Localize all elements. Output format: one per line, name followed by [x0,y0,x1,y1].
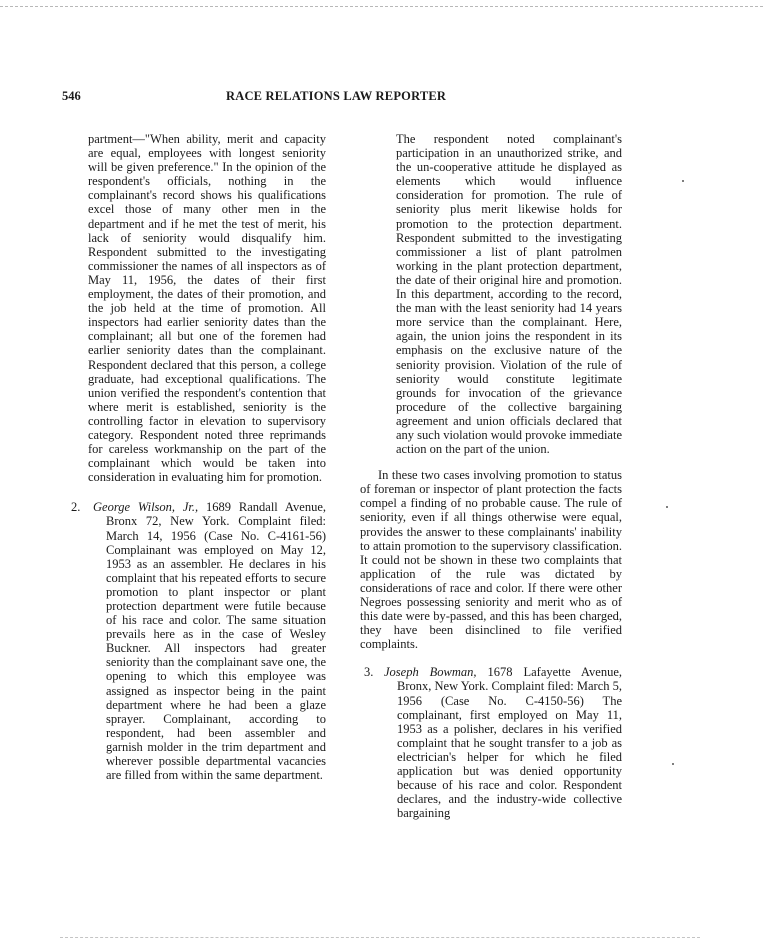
case-entry-2 [71,500,326,783]
right-continuation-paragraph: The respondent noted complainant's participation in an unauthorized strike, and the un-cooperative attitude he displayed as elements which would influence consideration for promotion. The rule of seniority plus merit likewise holds for promotion to the protection department. Respondent submitted to the investigating commissioner a list of plant patrolmen working in the plant protection department, the date of their original hire and promotion. In this department, according to the record, the man with the least seniority had 14 years more service than the complainant. Here, again, the union joins the respondent in its emphasis on the exclusive nature of the seniority provision. Violation of the rule of seniority would constitute legitimate grounds for invocation of the grievance procedure of the collective bargaining agreement and union officials declared that any such violation would provoke immediate action on the part of the union. [396,132,622,457]
case-entry-3 [360,665,622,820]
scan-speck [682,180,684,182]
left-continuation-paragraph: partment—"When ability, merit and capacity are equal, employees with longest seniority will be given preference." In the opinion of the respondent's officials, nothing in the complainant's record shows his qualifications excel those of many other men in the department and if he met the test of merit, his lack of seniority would disqualify him. Respondent submitted to the investigating commissioner the names of all inspectors as of May 11, 1956, the dates of their first employment, the dates of their promotion, and the job held at the time of promotion. All inspectors had earlier seniority dates than the complainant; all but one of the foremen had earlier seniority dates than the complainant. Respondent declared that this person, a college graduate, had exceptional qualifications. The union verified the respondent's contention that where merit is established, seniority is the controlling factor in elevation to supervisory category. Respondent noted three reprimands for careless workmanship on the part of the complainant which would be taken into consideration in evaluating him for promotion. [88,132,326,485]
case-text: 1689 Randall Avenue, Bronx 72, New York. Complaint filed: March 14, 1956 (Case No. C-4161-56) Complainant was employed on May 12, 1953 as an assembler. He declares in his complaint that his repeated efforts to secure promotion to plant inspector or plant protection department were futile because of his race and color. The same situation prevails here as in the case of Wesley Buckner. All inspectors had greater seniority than the complainant save one, the opening to which this employee was assigned as inspector being in the paint department where he had been a glaze sprayer. Complainant, according to respondent, had been assembler and garnish molder in the trim department and wherever possible departmental vacancies are filled from within the same department. [106,500,326,783]
scan-speck [666,506,668,508]
right-column [360,132,622,820]
page-top-edge [0,6,763,7]
paragraph-spacer [360,456,622,468]
running-head: RACE RELATIONS LAW REPORTER [226,89,447,103]
page-bottom-edge [60,937,700,938]
case-text: 1678 Lafayette Avenue, Bronx, New York. Complaint filed: March 5, 1956 (Case No. C-4150-56) The complainant, first employed on May 11, 1953 as a polisher, declares in his verified complaint that he sought transfer to a job as electrician's helper for which he filed application but was denied opportunity because of his race and color. Respondent declares, and the industry-wide collective bargaining [397,665,622,821]
case-number: 2. [71,500,81,515]
complainant-name: Joseph Bowman, [384,665,477,680]
summary-paragraph: In these two cases involving promotion to status of foreman or inspector of plant protection the facts compel a finding of no probable cause. The rule of seniority, even if all things otherwise were equal, provides the answer to these complainants' inability to attain promotion to the supervisory classification. It could not be shown in these two complaints that application of the rule was dictated by considerations of race and color. If there were other Negroes possessing seniority and merit who as of this date were by-passed, and this has been charged, they have been disinclined to file verified complaints. [360,468,622,652]
case-body [384,665,622,820]
page-number: 546 [62,89,81,103]
case-body [88,500,326,782]
case-number: 3. [364,665,374,680]
left-column [71,132,326,783]
complainant-name: George Wilson, Jr., [93,500,199,515]
scan-speck [672,763,674,765]
